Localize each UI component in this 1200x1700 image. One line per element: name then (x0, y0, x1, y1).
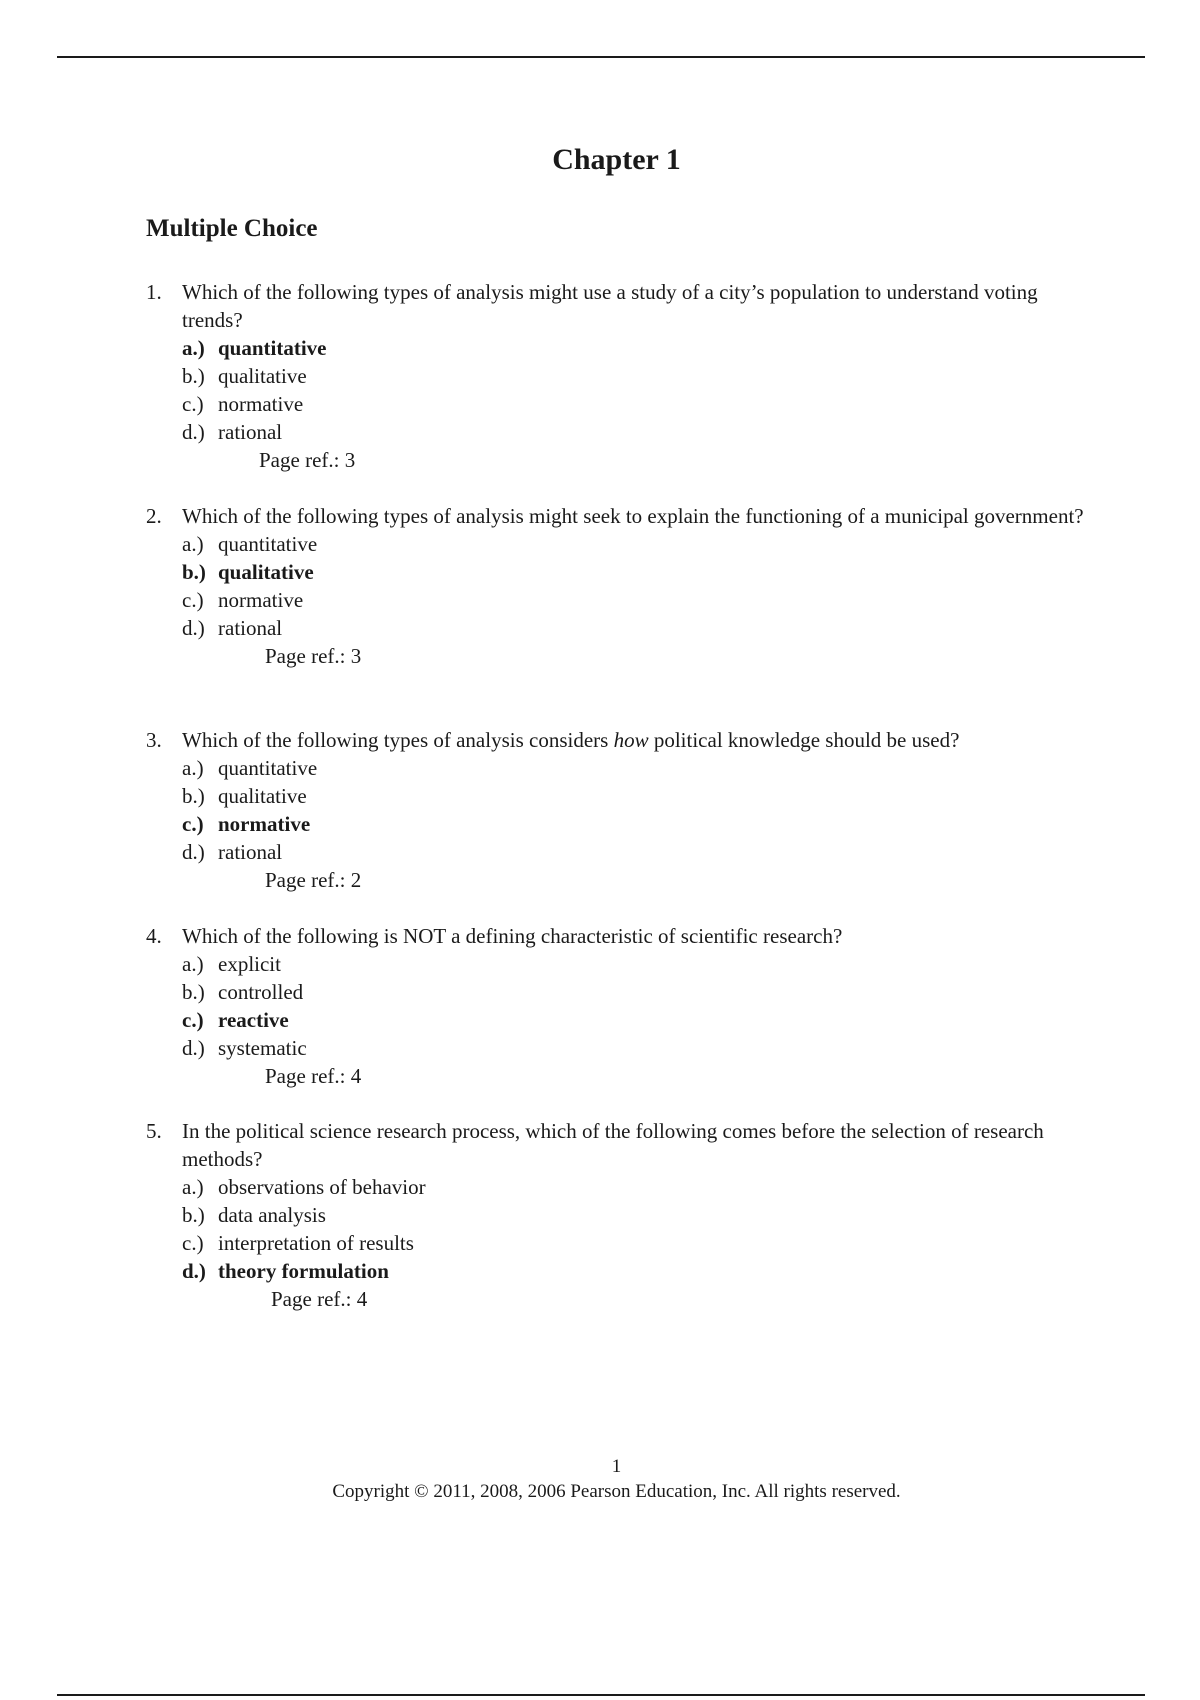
bottom-rule (57, 1694, 1145, 1696)
page-reference: Page ref.: 3 (265, 644, 362, 668)
question-2 (146, 502, 1096, 670)
copyright-notice: Copyright © 2011, 2008, 2006 Pearson Education, Inc. All rights reserved. (332, 1481, 901, 1502)
question-number: 4. (146, 924, 162, 948)
question-number: 3. (146, 728, 162, 752)
question-text: In the political science research process, which of the following comes before the selection of research methods? (182, 1119, 1044, 1171)
answer-options (182, 1173, 1096, 1313)
page-reference: Page ref.: 2 (265, 868, 362, 892)
question-number: 1. (146, 280, 162, 304)
answer-option-d: d.) rational (182, 840, 283, 864)
question-3 (146, 726, 1096, 894)
answer-option-a: a.) observations of behavior (182, 1175, 426, 1199)
answer-option-b: b.) data analysis (182, 1203, 326, 1227)
question-text: Which of the following is NOT a defining characteristic of scientific research? (182, 924, 843, 948)
answer-option-c: c.) interpretation of results (182, 1231, 414, 1255)
page-reference: Page ref.: 3 (259, 448, 356, 472)
question-number: 5. (146, 1119, 162, 1143)
answer-option-b: b.) qualitative (182, 560, 314, 584)
answer-option-d: d.) systematic (182, 1036, 307, 1060)
question-text: Which of the following types of analysis considers how political knowledge should be used? (182, 728, 960, 752)
answer-options (182, 754, 1096, 894)
answer-option-a: a.) quantitative (182, 756, 318, 780)
answer-option-a: a.) quantitative (182, 532, 318, 556)
answer-option-a: a.) explicit (182, 952, 281, 976)
section-title: Multiple Choice (146, 215, 318, 242)
answer-option-c: c.) reactive (182, 1008, 289, 1032)
answer-option-d: d.) theory formulation (182, 1259, 389, 1283)
answer-option-d: d.) rational (182, 420, 283, 444)
answer-option-d: d.) rational (182, 616, 283, 640)
answer-option-c: c.) normative (182, 392, 304, 416)
answer-option-a: a.) quantitative (182, 336, 327, 360)
question-5 (146, 1117, 1096, 1313)
chapter-title: Chapter 1 (552, 143, 681, 176)
answer-option-b: b.) qualitative (182, 364, 307, 388)
answer-option-b: b.) qualitative (182, 784, 307, 808)
answer-option-c: c.) normative (182, 812, 311, 836)
top-rule (57, 56, 1145, 58)
question-4 (146, 922, 1096, 1090)
question-text: Which of the following types of analysis might use a study of a city’s population to understand voting trends? (182, 280, 1038, 332)
answer-option-b: b.) controlled (182, 980, 304, 1004)
question-text: Which of the following types of analysis might seek to explain the functioning of a municipal government? (182, 504, 1084, 528)
answer-options (182, 950, 1096, 1090)
page-reference: Page ref.: 4 (265, 1064, 362, 1088)
answer-option-c: c.) normative (182, 588, 304, 612)
emphasis-how: how (613, 728, 649, 752)
answer-options (182, 334, 1096, 474)
question-number: 2. (146, 504, 162, 528)
question-1 (146, 278, 1096, 474)
page-number: 1 (611, 1456, 622, 1477)
answer-options (182, 530, 1096, 670)
page-reference: Page ref.: 4 (271, 1287, 368, 1311)
